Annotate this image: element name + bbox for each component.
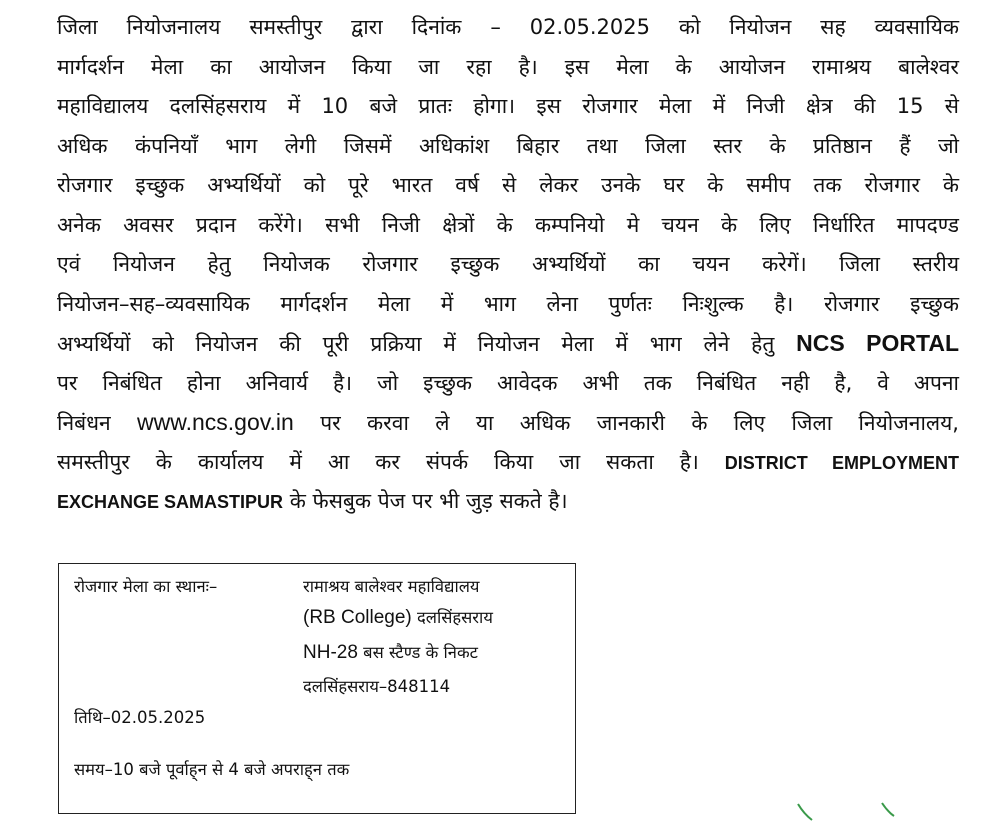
ncs-website-link[interactable]: www.ncs.gov.in — [137, 409, 294, 435]
paragraph-text: पर करवा ले या अधिक जानकारी के लिए जिला नियोजनालय, — [320, 411, 959, 435]
venue-latin-text: (RB College) — [303, 607, 412, 628]
paragraph-line: पर निबंधित होना अनिवार्य है। जो इच्छुक आवेदक अभी तक निबंधित नही है, वे अपना — [57, 370, 959, 395]
paragraph-text: समस्तीपुर के कार्यालय में आ कर संपर्क किया जा सकता है। — [57, 449, 699, 474]
paragraph-line — [57, 482, 959, 522]
venue-line-pincode: दलसिंहसराय–848114 — [303, 677, 451, 696]
paragraph-line: रोजगार इच्छुक अभ्यर्थियों को पूरे भारत वर्ष से लेकर उनके घर के समीप तक रोजगार के — [57, 173, 959, 197]
venue-line-nh28 — [303, 640, 478, 664]
venue-hindi-text: दलसिंहसराय — [417, 608, 493, 627]
paragraph-line: अधिक कंपनियाँ भाग लेगी जिसमें अधिकांश बिहार तथा जिला स्तर के प्रतिष्ठान हैं जो — [57, 133, 959, 158]
venue-line-rb-college — [303, 605, 493, 629]
paragraph-text: अभ्यर्थियों को नियोजन की पूरी प्रक्रिया में नियोजन मेला में भाग लेने हेतु — [57, 332, 775, 356]
venue-line-college: रामाश्रय बालेश्वर महाविद्यालय — [303, 577, 480, 596]
venue-hindi-text: बस स्टैण्ड के निकट — [363, 643, 478, 662]
event-date: तिथि–02.05.2025 — [74, 708, 206, 727]
ncs-portal-text: NCS PORTAL — [796, 330, 959, 356]
venue-latin-text: NH-28 — [303, 642, 358, 663]
exchange-samastipur-text: EXCHANGE SAMASTIPUR — [57, 492, 284, 512]
paragraph-line: महाविद्यालय दलसिंहसराय में 10 बजे प्रातः होगा। इस रोजगार मेला में निजी क्षेत्र की 15 से — [57, 94, 959, 118]
paragraph-line: जिला नियोजनालय समस्तीपुर द्वारा दिनांक – 02.05.2025 को नियोजन सह व्यवसायिक — [57, 15, 959, 39]
paragraph-line — [57, 324, 959, 364]
venue-label: रोजगार मेला का स्थानः– — [74, 577, 218, 596]
event-time: समय–10 बजे पूर्वाह्‌न से 4 बजे अपराह्‌न तक — [74, 760, 350, 779]
paragraph-line: एवं नियोजन हेतु नियोजक रोजगार इच्छुक अभ्यर्थियों का चयन करेगें। जिला स्तरीय — [57, 252, 959, 276]
paragraph-line: अनेक अवसर प्रदान करेंगे। सभी निजी क्षेत्रों के कम्पनियो मे चयन के लिए निर्धारित मापदण्ड — [57, 212, 959, 237]
venue-box — [58, 563, 576, 814]
paragraph-line: मार्गदर्शन मेला का आयोजन किया जा रहा है। इस मेला के आयोजन रामाश्रय बालेश्वर — [57, 54, 959, 79]
paragraph-text: निबंधन — [57, 411, 111, 435]
district-employment-text: DISTRICT EMPLOYMENT — [724, 452, 959, 473]
paragraph-text: के फेसबुक पेज पर भी जुड़ सकते है। — [289, 489, 568, 513]
signature-mark-icon — [790, 800, 900, 823]
paragraph-line — [57, 443, 959, 483]
paragraph-line — [57, 403, 959, 443]
paragraph-line: नियोजन–सह–व्यवसायिक मार्गदर्शन मेला में भाग लेना पुर्णतः निःशुल्क है। रोजगार इच्छुक — [57, 291, 959, 316]
announcement-paragraph — [57, 8, 959, 522]
